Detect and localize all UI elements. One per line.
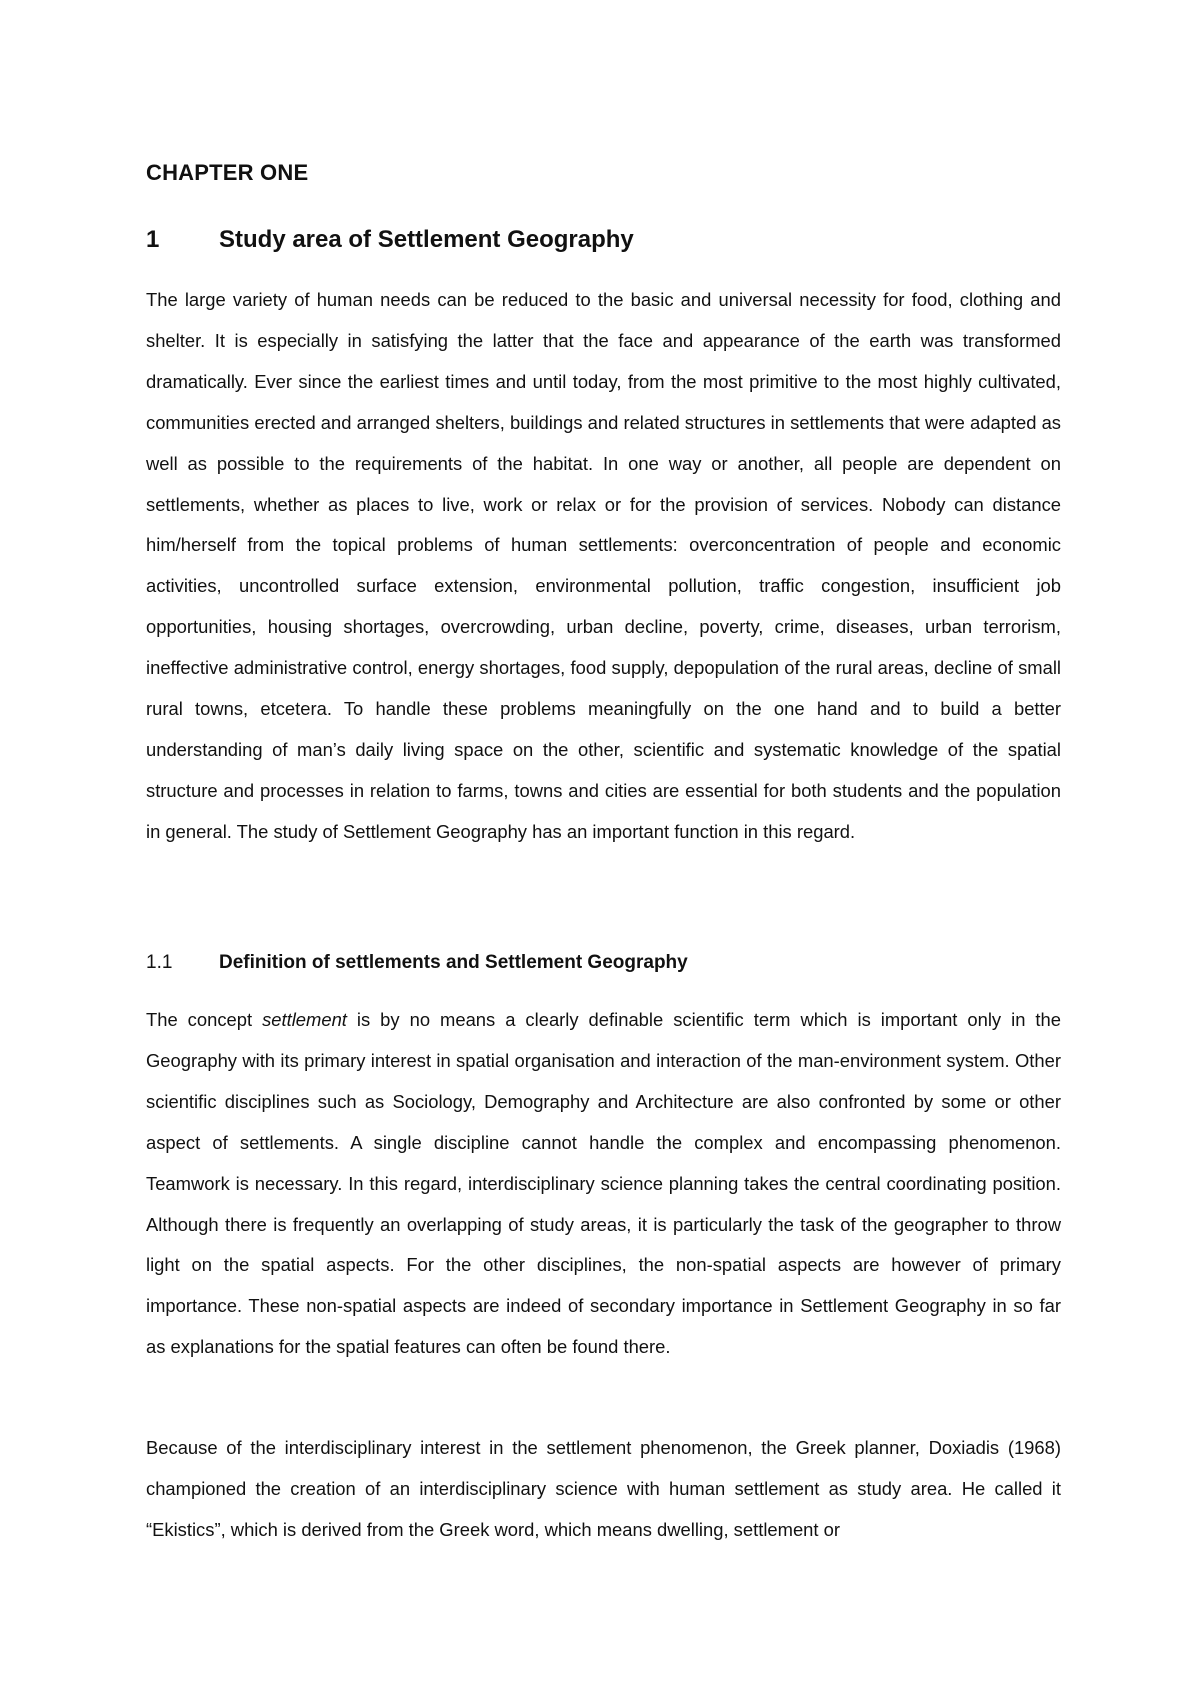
chapter-title: CHAPTER ONE <box>146 160 309 185</box>
body-paragraph <box>146 1000 1061 1368</box>
body-paragraph: Because of the interdisciplinary interest in the settlement phenomenon, the Greek planner, Doxiadis (1968) championed the creation of an interdisciplinary science with human settlement as study area. He called it “Ekistics”, which is derived from the Greek word, which means dwelling, settlement or <box>146 1437 1061 1540</box>
section-heading <box>146 226 1061 254</box>
subsection-heading <box>146 952 1061 974</box>
italic-term: settlement <box>262 1009 347 1030</box>
subsection-number: 1.1 <box>146 952 173 973</box>
section-number: 1 <box>146 226 160 253</box>
paragraph-text: is by no means a clearly definable scientific term which is important only in the Geography with its primary interest in spatial organisation and interaction of the man-environment system. Other scientific disciplines such as Sociology, Demography and Architecture are also confronted by some or other aspect of settlements. A single discipline cannot handle the complex and encompassing phenomenon. Teamwork is necessary. In this regard, interdisciplinary science planning takes the central coordinating position. Although there is frequently an overlapping of study areas, it is particularly the task of the geographer to throw light on the spatial aspects. For the other disciplines, the non-spatial aspects are however of primary importance. These non-spatial aspects are indeed of secondary importance in Settlement Geography in so far as explanations for the spatial features can often be found there. <box>146 1009 1061 1358</box>
body-paragraph: The large variety of human needs can be reduced to the basic and universal necessity for food, clothing and shelter. It is especially in satisfying the latter that the face and appearance of the earth was transformed dramatically. Ever since the earliest times and until today, from the most primitive to the most highly cultivated, communities erected and arranged shelters, buildings and related structures in settlements that were adapted as well as possible to the requirements of the habitat. In one way or another, all people are dependent on settlements, whether as places to live, work or relax or for the provision of services. Nobody can distance him/herself from the topical problems of human settlements: overconcentration of people and economic activities, uncontrolled surface extension, environmental pollution, traffic congestion, insufficient job opportunities, housing shortages, overcrowding, urban decline, poverty, crime, diseases, urban terrorism, ineffective administrative control, energy shortages, food supply, depopulation of the rural areas, decline of small rural towns, etcetera. To handle these problems meaningfully on the one hand and to build a better understanding of man’s daily living space on the other, scientific and systematic knowledge of the spatial structure and processes in relation to farms, towns and cities are essential for both students and the population in general. The study of Settlement Geography has an important function in this regard. <box>146 289 1061 842</box>
subsection-title: Definition of settlements and Settlement Geography <box>219 952 688 973</box>
paragraph-text: The concept <box>146 1009 263 1030</box>
section-title: Study area of Settlement Geography <box>219 226 634 253</box>
